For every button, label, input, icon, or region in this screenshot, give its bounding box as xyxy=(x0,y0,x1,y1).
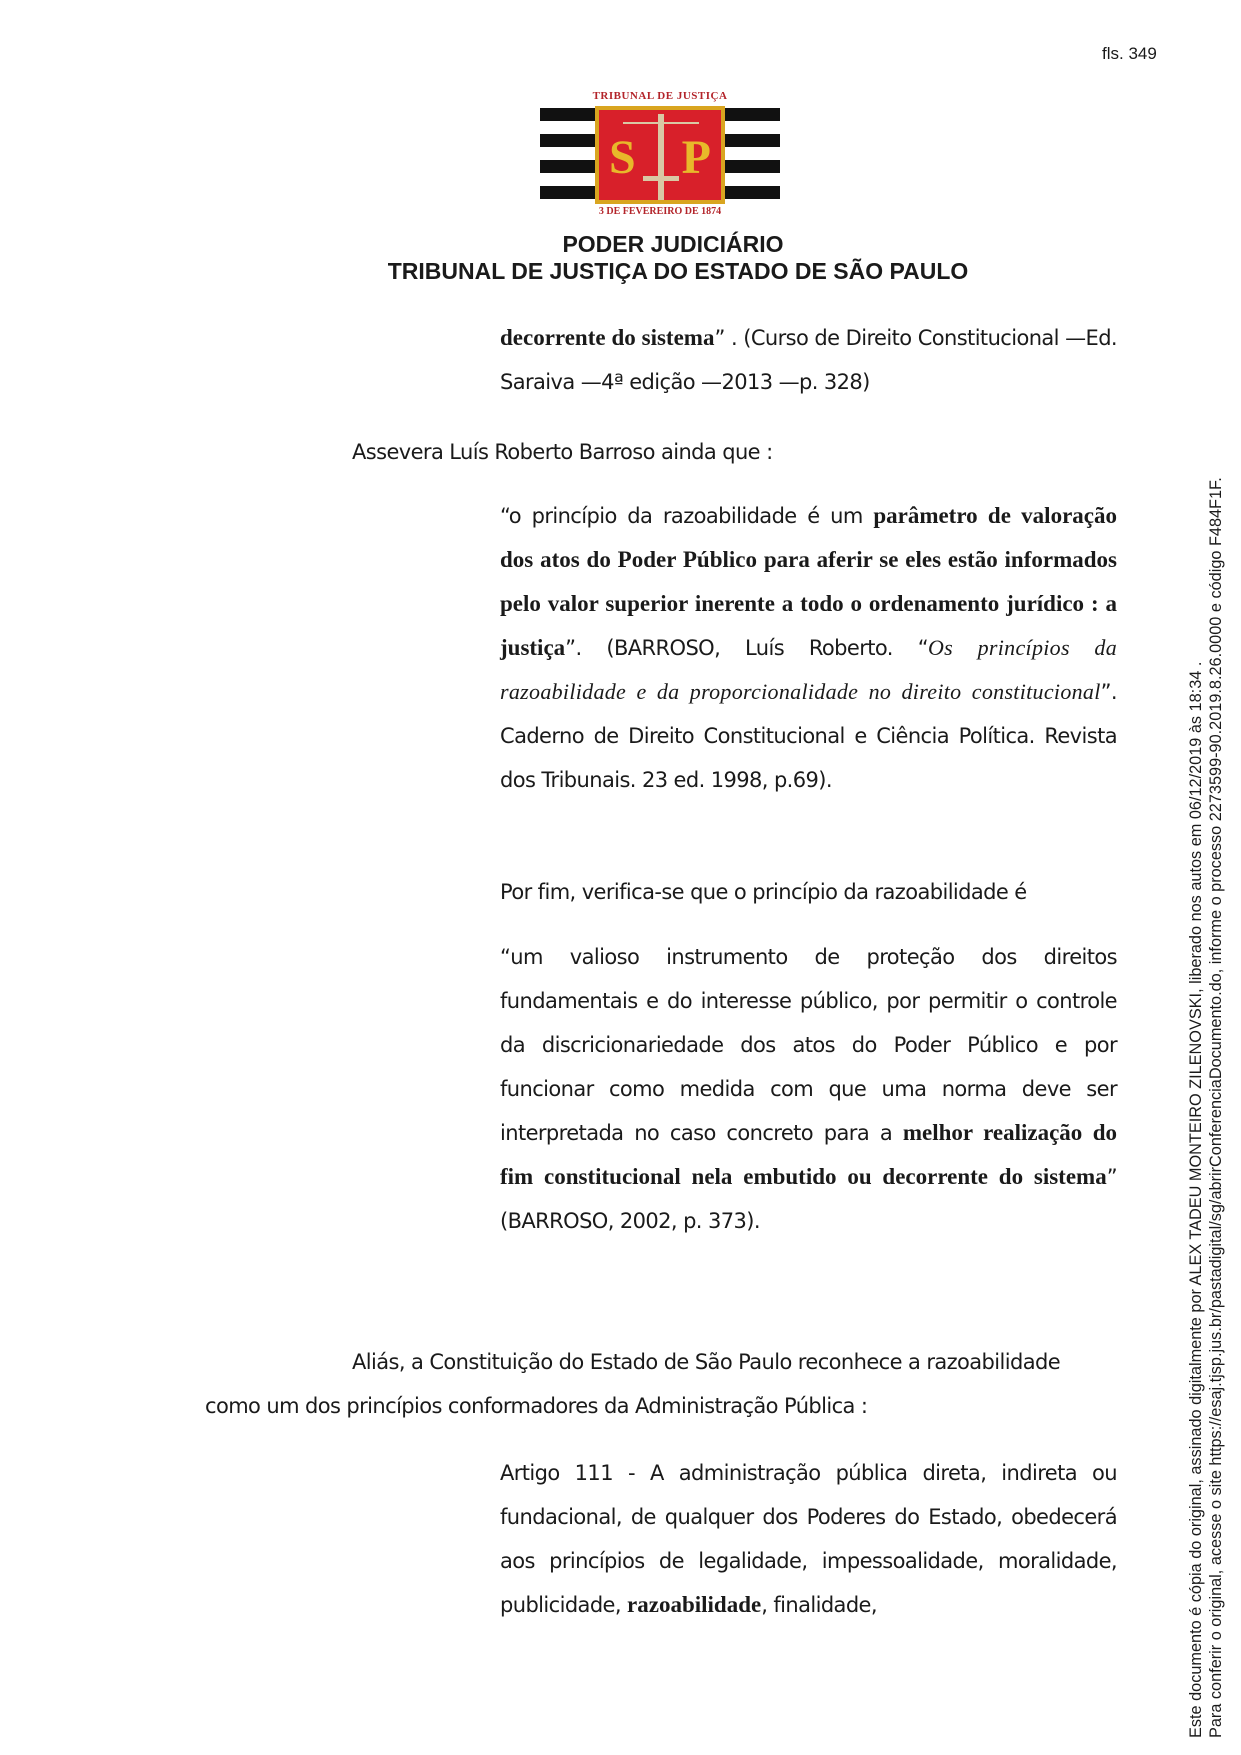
court-seal-logo xyxy=(540,90,780,218)
header-line-2: TRIBUNAL DE JUSTIÇA DO ESTADO DE SÃO PAULO xyxy=(387,258,969,284)
paragraph-constituicao-line-1: Aliás, a Constituição do Estado de São Paulo reconhece a razoabilidade xyxy=(352,1350,1061,1374)
quote2-open: “um valioso instrumento de proteção dos direitos fundamentais e do interesse público, por permitir o controle da discricionariedade dos atos do Poder Público e por funcionar como medida com que uma norma deve ser interpretada no caso concreto para a xyxy=(500,945,1117,1145)
quote2-close: ” (BARROSO, 2002, p. 373). xyxy=(500,1165,1117,1233)
signature-note-line-2: Para conferir o original, acesse o site https://esaj.tjsp.jus.br/pastadigital/sg/abrirConferenciaDocumento.do, informe o processo 2273599-90.2019.8.26.0000 e código F484F1F. xyxy=(1207,477,1225,1738)
signature-note-line-1: Este documento é cópia do original, assinado digitalmente por ALEX TADEU MONTEIRO ZILENOVSKI, liberado nos autos em 06/12/2019 às 18:34 . xyxy=(1187,661,1205,1738)
quote1-open: “o princípio da razoabilidade é um xyxy=(500,504,874,528)
article-111-quote xyxy=(500,1451,1117,1627)
seal-top-text: TRIBUNAL DE JUSTIÇA xyxy=(592,90,728,102)
quote-continuation-text: ” . (Curso de Direito Constitucional —Ed. Saraiva —4ª edição —2013 —p. 328) xyxy=(500,326,1117,394)
article-bold: razoabilidade xyxy=(627,1592,762,1617)
page-number: fls. 349 xyxy=(1102,44,1157,63)
paragraph-constituicao-line-2: como um dos princípios conformadores da Administração Pública : xyxy=(205,1394,868,1418)
seal-bottom-text: 3 DE FEVEREIRO DE 1874 xyxy=(598,206,722,217)
quote1-bold: parâmetro de valoração dos atos do Poder Público para aferir se eles estão informados pelo valor superior inerente a todo o ordenamento jurídico : a justiça xyxy=(500,503,1117,660)
document-header xyxy=(0,231,1241,285)
quote-barroso-1 xyxy=(500,494,1117,802)
quote1-italic-title: Os princípios da razoabilidade e da proporcionalidade no direito constitucional xyxy=(500,635,1117,704)
quote1-mid: ”. (BARROSO, Luís Roberto. “ xyxy=(565,636,928,660)
quote1-close: ”. Caderno de Direito Constitucional e Ciência Política. Revista dos Tribunais. 23 ed. 1998, p.69). xyxy=(500,680,1117,792)
article-close: , finalidade, xyxy=(761,1593,877,1617)
quote-barroso-2 xyxy=(500,935,1117,1243)
seal-letter-left: S xyxy=(609,131,636,184)
header-line-1: PODER JUDICIÁRIO xyxy=(562,231,784,257)
paragraph-barroso-intro: Assevera Luís Roberto Barroso ainda que : xyxy=(352,440,773,464)
quote-continuation-bold: decorrente do sistema xyxy=(500,325,715,350)
digital-signature-note xyxy=(1186,268,1226,1738)
paragraph-por-fim: Por fim, verifica-se que o princípio da razoabilidade é xyxy=(500,880,1027,904)
article-open: Artigo 111 - A administração pública direta, indireta ou fundacional, de qualquer dos Poderes do Estado, obedecerá aos princípios de legalidade, impessoalidade, moralidade, publicidade, xyxy=(500,1461,1117,1617)
quote-continuation xyxy=(500,316,1117,404)
seal-letter-right: P xyxy=(681,131,711,184)
quote2-bold: melhor realização do fim constitucional nela embutido ou decorrente do sistema xyxy=(500,1120,1117,1189)
seal-shield xyxy=(595,106,725,204)
